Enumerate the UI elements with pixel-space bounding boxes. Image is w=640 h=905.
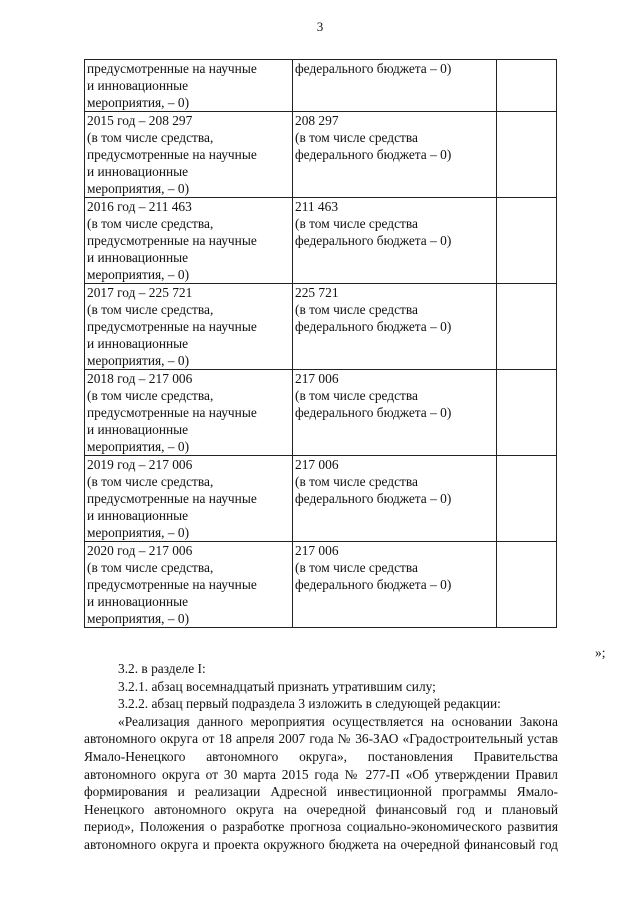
cell-text-line: (в том числе средства, — [87, 302, 214, 317]
table-row — [85, 60, 557, 112]
cell-text-line: предусмотренные на научные — [87, 405, 257, 420]
table-cell — [293, 542, 497, 628]
table-cell — [85, 198, 293, 284]
cell-text-line: 211 463 — [295, 199, 339, 214]
table-row — [85, 542, 557, 628]
quote-line: период», Положения о разработке прогноза социально-экономического развития — [84, 819, 558, 835]
cell-text-line: 2018 год – 217 006 — [87, 371, 193, 386]
cell-text-line: и инновационные — [87, 164, 189, 179]
cell-text-line: 217 006 — [295, 457, 339, 472]
quoted-paragraph — [84, 713, 558, 854]
paragraph-section-3-2-2: 3.2.2. абзац первый подраздела 3 изложить в следующей редакции: — [118, 696, 501, 712]
table-cell — [293, 198, 497, 284]
table-row — [85, 370, 557, 456]
quote-line: Ненецкого автономного округа на очередной финансовый год и плановый — [84, 801, 558, 817]
cell-text-line: и инновационные — [87, 78, 189, 93]
table-cell — [497, 112, 557, 198]
table-cell — [293, 456, 497, 542]
paragraph-section-3-2: 3.2. в разделе I: — [118, 661, 206, 676]
cell-text-line: 2015 год – 208 297 — [87, 113, 193, 128]
cell-text-line: мероприятия, – 0) — [87, 439, 190, 454]
cell-text-line: мероприятия, – 0) — [87, 267, 190, 282]
cell-text-line: и инновационные — [87, 336, 189, 351]
cell-text-line: (в том числе средства — [295, 388, 418, 403]
closing-quote-mark: »; — [595, 645, 606, 660]
cell-text-line: 217 006 — [295, 371, 339, 386]
cell-text-line: мероприятия, – 0) — [87, 525, 190, 540]
paragraph-section-3-2-1: 3.2.1. абзац восемнадцатый признать утратившим силу; — [118, 678, 436, 694]
quote-line: автономного округа от 18 апреля 2007 года № 36-ЗАО «Градостроительный устав — [84, 731, 558, 747]
page-number: 3 — [316, 19, 324, 34]
table-row — [85, 456, 557, 542]
table-cell — [85, 112, 293, 198]
table-cell — [293, 112, 497, 198]
cell-text-line: предусмотренные на научные — [87, 61, 257, 76]
cell-text-line: предусмотренные на научные — [87, 319, 257, 334]
cell-text-line: федерального бюджета – 0) — [295, 319, 452, 334]
cell-text-line: федерального бюджета – 0) — [295, 577, 452, 592]
cell-text-line: и инновационные — [87, 594, 189, 609]
table-cell — [85, 370, 293, 456]
quote-line: «Реализация данного мероприятия осуществляется на основании Закона — [118, 713, 558, 729]
cell-text-line: 2016 год – 211 463 — [87, 199, 192, 214]
cell-text-line: (в том числе средства, — [87, 216, 214, 231]
table-cell — [293, 370, 497, 456]
table-cell — [85, 60, 293, 112]
cell-text-line: предусмотренные на научные — [87, 147, 257, 162]
table-cell — [497, 456, 557, 542]
cell-text-line: мероприятия, – 0) — [87, 95, 190, 110]
budget-table — [84, 59, 557, 628]
cell-text-line: (в том числе средства — [295, 560, 418, 575]
cell-text-line: предусмотренные на научные — [87, 577, 257, 592]
cell-text-line: 2020 год – 217 006 — [87, 543, 193, 558]
quote-line: Ямало-Ненецкого автономного округа», постановления Правительства — [84, 748, 558, 764]
cell-text-line: и инновационные — [87, 250, 189, 265]
cell-text-line: 225 721 — [295, 285, 339, 300]
table-cell — [85, 456, 293, 542]
cell-text-line: 2019 год – 217 006 — [87, 457, 193, 472]
table-row — [85, 284, 557, 370]
table-cell — [497, 370, 557, 456]
cell-text-line: федерального бюджета – 0) — [295, 491, 452, 506]
cell-text-line: мероприятия, – 0) — [87, 181, 190, 196]
table-cell — [85, 284, 293, 370]
cell-text-line: (в том числе средства — [295, 130, 418, 145]
cell-text-line: (в том числе средства, — [87, 388, 214, 403]
table-cell — [497, 60, 557, 112]
cell-text-line: федерального бюджета – 0) — [295, 147, 452, 162]
table-row — [85, 198, 557, 284]
cell-text-line: и инновационные — [87, 422, 189, 437]
cell-text-line: (в том числе средства, — [87, 130, 214, 145]
table-cell — [293, 284, 497, 370]
cell-text-line: 2017 год – 225 721 — [87, 285, 193, 300]
cell-text-line: мероприятия, – 0) — [87, 353, 190, 368]
table-cell — [497, 542, 557, 628]
cell-text-line: (в том числе средства — [295, 474, 418, 489]
cell-text-line: и инновационные — [87, 508, 189, 523]
quote-line: автономного округа от 30 марта 2015 года № 277-П «Об утверждении Правил — [84, 766, 558, 782]
cell-text-line: 208 297 — [295, 113, 339, 128]
cell-text-line: (в том числе средства — [295, 302, 418, 317]
cell-text-line: федерального бюджета – 0) — [295, 233, 452, 248]
quote-line: формирования и реализации Адресной инвестиционной программы Ямало- — [84, 784, 558, 800]
table-cell — [85, 542, 293, 628]
table-row — [85, 112, 557, 198]
cell-text-line: предусмотренные на научные — [87, 233, 257, 248]
body-text — [84, 660, 558, 854]
cell-text-line: (в том числе средства, — [87, 560, 214, 575]
budget-table-body — [85, 60, 557, 628]
quote-line: автономного округа и проекта окружного бюджета на очередной финансовый год — [84, 836, 558, 852]
cell-text-line: мероприятия, – 0) — [87, 611, 190, 626]
cell-text-line: (в том числе средства — [295, 216, 418, 231]
table-cell — [497, 198, 557, 284]
cell-text-line: предусмотренные на научные — [87, 491, 257, 506]
cell-text-line: федерального бюджета – 0) — [295, 405, 452, 420]
cell-text-line: (в том числе средства, — [87, 474, 214, 489]
table-cell — [497, 284, 557, 370]
cell-text-line: федерального бюджета – 0) — [295, 61, 452, 76]
table-cell — [293, 60, 497, 112]
cell-text-line: 217 006 — [295, 543, 339, 558]
